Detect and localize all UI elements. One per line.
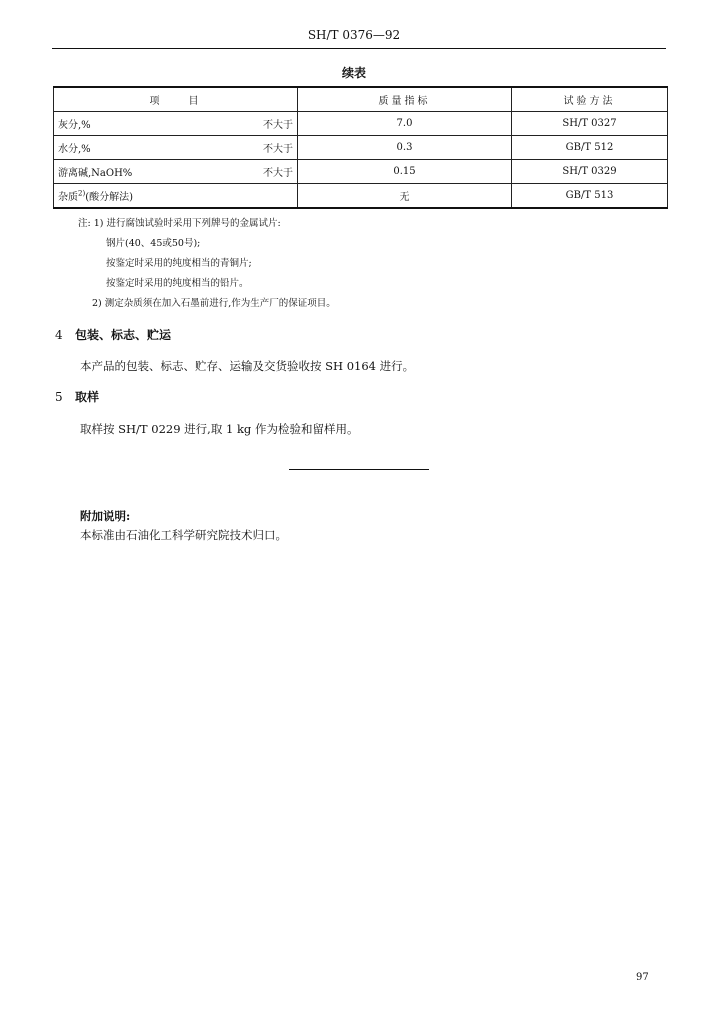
header-rule [52,48,666,49]
note-line: 2) 测定杂质须在加入石墨前进行,作为生产厂的保证项目。 [92,298,336,309]
item-name: 游离碱,NaOH% [58,168,133,179]
value-cell: 0.3 [298,136,512,160]
method-cell: GB/T 513 [512,184,668,209]
header-test-method: 试验方法 [512,87,668,112]
page-number: 97 [636,972,649,983]
value-cell: 0.15 [298,160,512,184]
table-caption: 续表 [341,66,366,80]
section-heading [55,388,99,405]
method-cell: SH/T 0327 [512,112,668,136]
end-rule [289,469,429,470]
section-number: 5 [55,390,63,404]
section-title: 取样 [75,390,100,404]
method-cell: SH/T 0329 [512,160,668,184]
item-name: 杂质 [58,192,78,203]
header-item: 项 目 [54,87,298,112]
specification-table [53,86,668,209]
table-row [54,160,668,184]
table-row [54,136,668,160]
note-line: 按鉴定时采用的纯度相当的铅片。 [106,278,249,289]
table-notes [78,214,336,314]
note-line: 注: 1) 进行腐蚀试验时采用下列牌号的金属试片: [78,218,281,229]
item-name: 水分,% [58,144,91,155]
standard-code-header: SH/T 0376—92 [307,28,401,42]
value-cell: 无 [298,184,512,209]
section-title: 包装、标志、贮运 [75,328,172,342]
value-cell: 7.0 [298,112,512,136]
section-body: 取样按 SH/T 0229 进行,取 1 kg 作为检验和留样用。 [80,422,359,436]
table-row [54,184,668,209]
item-cell [54,112,298,136]
header-quality-index: 质量指标 [298,87,512,112]
item-qualifier: 不大于 [263,168,293,179]
footnote-marker: 2) [78,189,86,198]
table-header-row [54,87,668,112]
note-line: 钢片(40、45或50号); [106,238,201,249]
section-body: 本产品的包装、标志、贮存、运输及交货验收按 SH 0164 进行。 [80,359,415,373]
appendix-title: 附加说明: [80,509,131,523]
note-line: 按鉴定时采用的纯度相当的青铜片; [106,258,252,269]
section-number: 4 [55,328,63,342]
item-cell [54,184,298,209]
table-row [54,112,668,136]
item-qualifier: 不大于 [263,144,293,155]
item-cell [54,136,298,160]
item-name: 灰分,% [58,120,91,131]
appendix-body: 本标准由石油化工科学研究院技术归口。 [80,528,287,542]
item-suffix: (酸分解法) [85,192,133,203]
item-qualifier: 不大于 [263,120,293,131]
item-cell [54,160,298,184]
method-cell: GB/T 512 [512,136,668,160]
section-heading [55,326,171,343]
